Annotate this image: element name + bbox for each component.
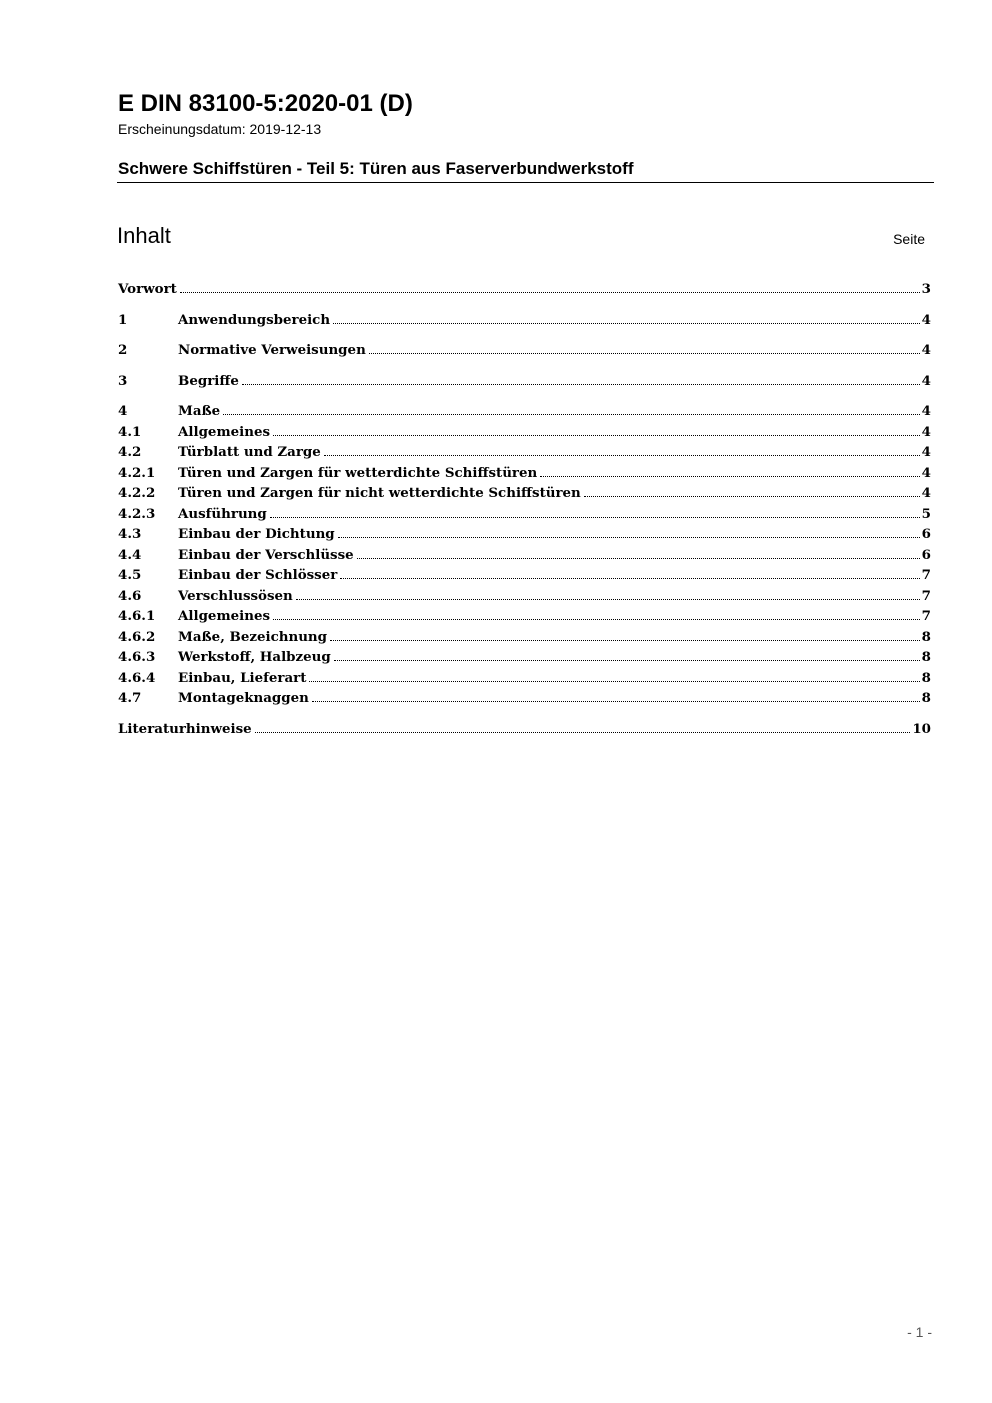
toc-entry[interactable] bbox=[118, 483, 931, 504]
toc-dot-leader bbox=[584, 496, 920, 497]
toc-entry-page: 8 bbox=[921, 669, 931, 686]
toc-entry-number: 4.4 bbox=[118, 546, 142, 563]
document-subtitle: Schwere Schiffstüren - Teil 5: Türen aus Faserverbundwerkstoff bbox=[118, 159, 634, 178]
toc-entry[interactable] bbox=[118, 565, 931, 586]
toc-dot-leader bbox=[324, 455, 920, 456]
toc-entry-number: 4.6.4 bbox=[118, 669, 156, 686]
toc-dot-leader bbox=[338, 537, 920, 538]
toc-entry[interactable] bbox=[118, 688, 931, 709]
toc-entry-page: 8 bbox=[921, 649, 931, 665]
toc-entry-title: Maße bbox=[178, 403, 221, 419]
toc-entry-number: 4.6 bbox=[118, 587, 142, 604]
toc-entry-title: Allgemeines bbox=[178, 423, 271, 440]
toc-entry[interactable] bbox=[118, 463, 931, 484]
toc-entry-title: Ausführung bbox=[178, 505, 267, 522]
toc-dot-leader bbox=[369, 353, 920, 354]
toc-entry-page: 4 bbox=[921, 372, 931, 389]
toc-entry-number: 4.2.3 bbox=[118, 505, 156, 522]
toc-entry-title: Anwendungsbereich bbox=[178, 311, 331, 328]
subtitle-divider bbox=[117, 182, 934, 183]
toc-entry-page: 7 bbox=[921, 608, 931, 624]
toc-dot-leader bbox=[540, 476, 919, 477]
toc-entry[interactable] bbox=[118, 606, 931, 627]
toc-entry-page: 4 bbox=[921, 444, 931, 460]
toc-dot-leader bbox=[273, 435, 920, 436]
toc-dot-leader bbox=[333, 323, 920, 324]
toc-entry[interactable] bbox=[118, 340, 931, 361]
toc-entry-number: 1 bbox=[118, 311, 128, 328]
toc-entry-page: 5 bbox=[921, 505, 931, 522]
toc-entry-number: 4.1 bbox=[118, 423, 142, 440]
toc-entry-page: 7 bbox=[921, 567, 931, 583]
toc-entry[interactable] bbox=[118, 401, 931, 422]
toc-dot-leader bbox=[180, 292, 920, 293]
toc-entry-title: Türblatt und Zarge bbox=[178, 444, 321, 460]
toc-dot-leader bbox=[242, 384, 920, 385]
toc-dot-leader bbox=[357, 558, 920, 559]
toc-dot-leader bbox=[334, 660, 920, 661]
toc-entry-title: Werkstoff, Halbzeug bbox=[178, 649, 331, 665]
table-of-contents bbox=[118, 279, 931, 739]
toc-entry-page: 4 bbox=[921, 464, 931, 481]
toc-entry[interactable] bbox=[118, 310, 931, 331]
toc-entry-page: 8 bbox=[921, 690, 931, 706]
toc-dot-leader bbox=[296, 599, 920, 600]
toc-entry[interactable] bbox=[118, 668, 931, 689]
toc-entry-number: 4.2.2 bbox=[118, 485, 156, 501]
toc-entry-title: Literaturhinweise bbox=[118, 720, 252, 737]
toc-entry-page: 4 bbox=[921, 485, 931, 501]
toc-dot-leader bbox=[223, 414, 919, 415]
toc-entry[interactable] bbox=[118, 524, 931, 545]
toc-entry-page: 4 bbox=[921, 423, 931, 440]
toc-entry-title: Türen und Zargen für wetterdichte Schiffstüren bbox=[178, 464, 538, 481]
toc-entry-page: 7 bbox=[921, 587, 931, 604]
toc-entry-title: Türen und Zargen für nicht wetterdichte Schiffstüren bbox=[178, 485, 581, 501]
toc-entry[interactable] bbox=[118, 442, 931, 463]
toc-entry-number: 4.2.1 bbox=[118, 464, 156, 481]
toc-entry-number: 4.6.2 bbox=[118, 628, 156, 645]
document-id: E DIN 83100-5:2020-01 (D) bbox=[118, 90, 413, 117]
toc-entry-page: 8 bbox=[921, 628, 931, 645]
toc-entry[interactable] bbox=[118, 719, 931, 740]
toc-entry-page: 10 bbox=[912, 720, 931, 737]
toc-entry-page: 4 bbox=[921, 311, 931, 328]
toc-dot-leader bbox=[312, 701, 920, 702]
toc-dot-leader bbox=[309, 681, 919, 682]
toc-entry-title: Einbau der Verschlüsse bbox=[178, 546, 354, 563]
toc-entry[interactable] bbox=[118, 504, 931, 525]
toc-entry-page: 6 bbox=[921, 546, 931, 563]
toc-entry-title: Vorwort bbox=[118, 281, 177, 297]
toc-entry-title: Normative Verweisungen bbox=[178, 342, 366, 358]
toc-dot-leader bbox=[273, 619, 920, 620]
toc-entry[interactable] bbox=[118, 586, 931, 607]
toc-entry-title: Verschlussösen bbox=[178, 587, 293, 604]
toc-dot-leader bbox=[340, 578, 919, 579]
toc-entry-title: Begriffe bbox=[178, 372, 239, 389]
toc-dot-leader bbox=[330, 640, 920, 641]
toc-dot-leader bbox=[255, 732, 911, 733]
toc-entry-title: Allgemeines bbox=[178, 608, 271, 624]
toc-entry-number: 2 bbox=[118, 342, 128, 358]
toc-entry-title: Montageknaggen bbox=[178, 690, 309, 706]
toc-entry-title: Maße, Bezeichnung bbox=[178, 628, 328, 645]
toc-entry-page: 4 bbox=[921, 403, 931, 419]
toc-entry-page: 6 bbox=[921, 526, 931, 542]
toc-entry[interactable] bbox=[118, 545, 931, 566]
toc-entry-title: Einbau der Schlösser bbox=[178, 567, 338, 583]
publication-date: Erscheinungsdatum: 2019-12-13 bbox=[118, 121, 322, 137]
toc-entry-title: Einbau, Lieferart bbox=[178, 669, 307, 686]
toc-entry[interactable] bbox=[118, 371, 931, 392]
toc-entry-number: 4.7 bbox=[118, 690, 142, 706]
toc-entry[interactable] bbox=[118, 627, 931, 648]
footer-page-number: - 1 - bbox=[907, 1324, 932, 1340]
toc-entry-number: 4.6.1 bbox=[118, 608, 156, 624]
toc-entry-number: 4.5 bbox=[118, 567, 142, 583]
toc-entry-number: 4.6.3 bbox=[118, 649, 156, 665]
toc-dot-leader bbox=[270, 517, 920, 518]
toc-entry[interactable] bbox=[118, 422, 931, 443]
toc-entry-number: 4.2 bbox=[118, 444, 142, 460]
toc-entry[interactable] bbox=[118, 647, 931, 668]
toc-entry-page: 3 bbox=[921, 281, 931, 297]
toc-heading: Inhalt bbox=[117, 223, 171, 248]
toc-entry[interactable] bbox=[118, 279, 931, 300]
toc-page-column-label: Seite bbox=[893, 231, 925, 247]
toc-entry-title: Einbau der Dichtung bbox=[178, 526, 335, 542]
toc-entry-number: 3 bbox=[118, 372, 128, 389]
toc-entry-number: 4 bbox=[118, 403, 128, 419]
toc-entry-page: 4 bbox=[921, 342, 931, 358]
toc-entry-number: 4.3 bbox=[118, 526, 142, 542]
